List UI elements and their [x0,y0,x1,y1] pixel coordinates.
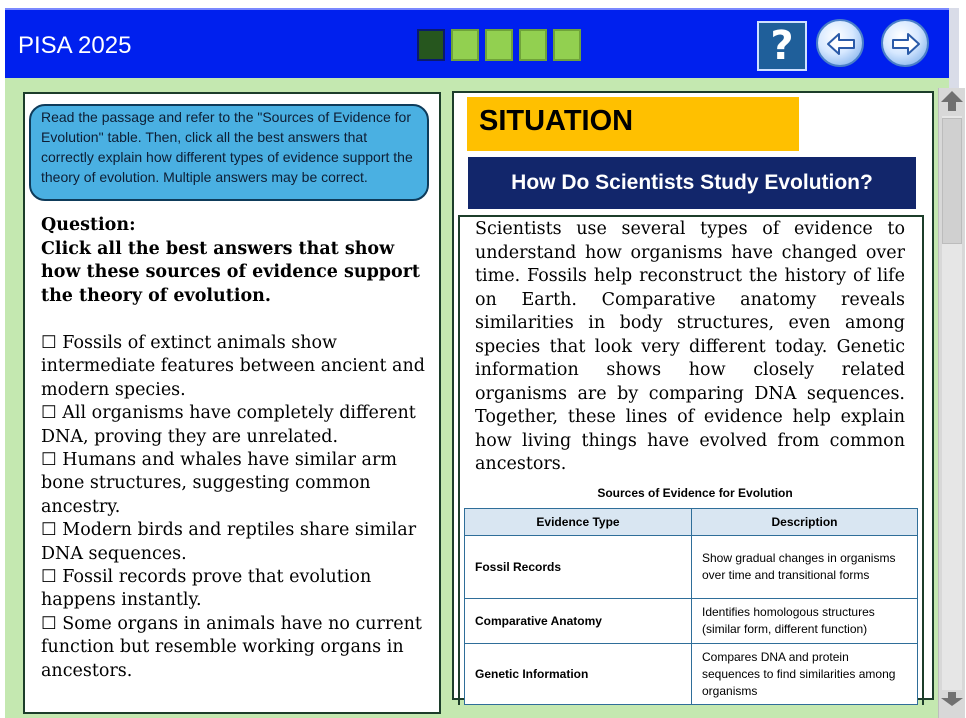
evidence-type-cell: Fossil Records [465,536,692,599]
checkbox[interactable]: ☐ [41,613,57,634]
checkbox[interactable]: ☐ [41,450,57,471]
question-mark-icon: ? [770,23,794,69]
table-row [465,599,918,644]
column-header: Evidence Type [465,509,692,536]
evidence-table [464,508,918,705]
progress-step [519,29,547,61]
arrow-down-icon [939,692,965,706]
app-title: PISA 2025 [18,32,132,59]
arrow-left-icon [826,32,856,56]
app-header [5,8,949,78]
checkbox[interactable]: ☐ [41,333,57,353]
question-text: Click all the best answers that show how these sources of evidence support the theory of evolution. [41,238,421,306]
table-header-row [465,509,918,536]
answer-option[interactable] [41,566,437,613]
help-button[interactable] [757,21,807,71]
passage-text: Scientists use several types of evidence to understand how organisms have changed over time. Fossils help reconstruct the history of life on Earth. Comparative anatomy reveals similarities in body structures, even among species that look very different today. Genetic information shows how closely related organisms are by comparing DNA sequences. Together, these lines of evidence help explain how living things have evolved from common ancestors. [475,219,905,474]
back-button[interactable] [816,19,864,67]
progress-step [553,29,581,61]
scroll-down-button[interactable] [939,692,965,718]
scroll-thumb[interactable] [942,118,962,244]
evidence-type-cell: Genetic Information [465,644,692,705]
arrow-up-icon [939,88,965,114]
vertical-scrollbar[interactable] [938,88,965,718]
option-text: Fossils of extinct animals show intermediate features between ancient and modern species. [41,333,425,400]
situation-title: SITUATION [479,105,634,137]
answer-option[interactable] [41,332,437,402]
question-label: Question: [41,215,136,235]
evidence-type-cell: Comparative Anatomy [465,599,692,644]
table-row [465,536,918,599]
option-text: Fossil records prove that evolution happens instantly. [41,567,372,611]
table-caption: Sources of Evidence for Evolution [597,486,793,500]
instructions-box: Read the passage and refer to the "Sources of Evidence for Evolution" table. Then, click all the best answers that correctly explain how different types of evidence support the theory of evolution. Multiple answers may be correct. [29,104,429,201]
checkbox[interactable]: ☐ [41,567,57,588]
answer-option[interactable] [41,613,437,683]
next-button[interactable] [881,19,929,67]
description-cell: Identifies homologous structures (similar form, different function) [692,599,918,644]
progress-step [485,29,513,61]
option-text: All organisms have completely different DNA, proving they are unrelated. [41,403,416,447]
progress-indicator [417,29,581,61]
option-text: Humans and whales have similar arm bone structures, suggesting common ancestry. [41,450,397,517]
checkbox[interactable]: ☐ [41,403,57,424]
passage-title: How Do Scientists Study Evolution? [468,157,916,209]
description-cell: Show gradual changes in organisms over time and transitional forms [692,536,918,599]
answer-option[interactable] [41,402,437,449]
column-header: Description [692,509,918,536]
description-cell: Compares DNA and protein sequences to find similarities among organisms [692,644,918,705]
scroll-up-button[interactable] [939,88,965,114]
answer-option[interactable] [41,449,437,519]
progress-step [451,29,479,61]
arrow-right-icon [891,32,921,56]
table-row [465,644,918,705]
option-text: Modern birds and reptiles share similar DNA sequences. [41,520,417,564]
question-block [41,214,437,683]
answer-option[interactable] [41,519,437,566]
progress-step [417,29,445,61]
answer-options [41,332,437,683]
option-text: Some organs in animals have no current function but resemble working organs in ancestors. [41,613,422,681]
checkbox[interactable]: ☐ [41,520,57,541]
